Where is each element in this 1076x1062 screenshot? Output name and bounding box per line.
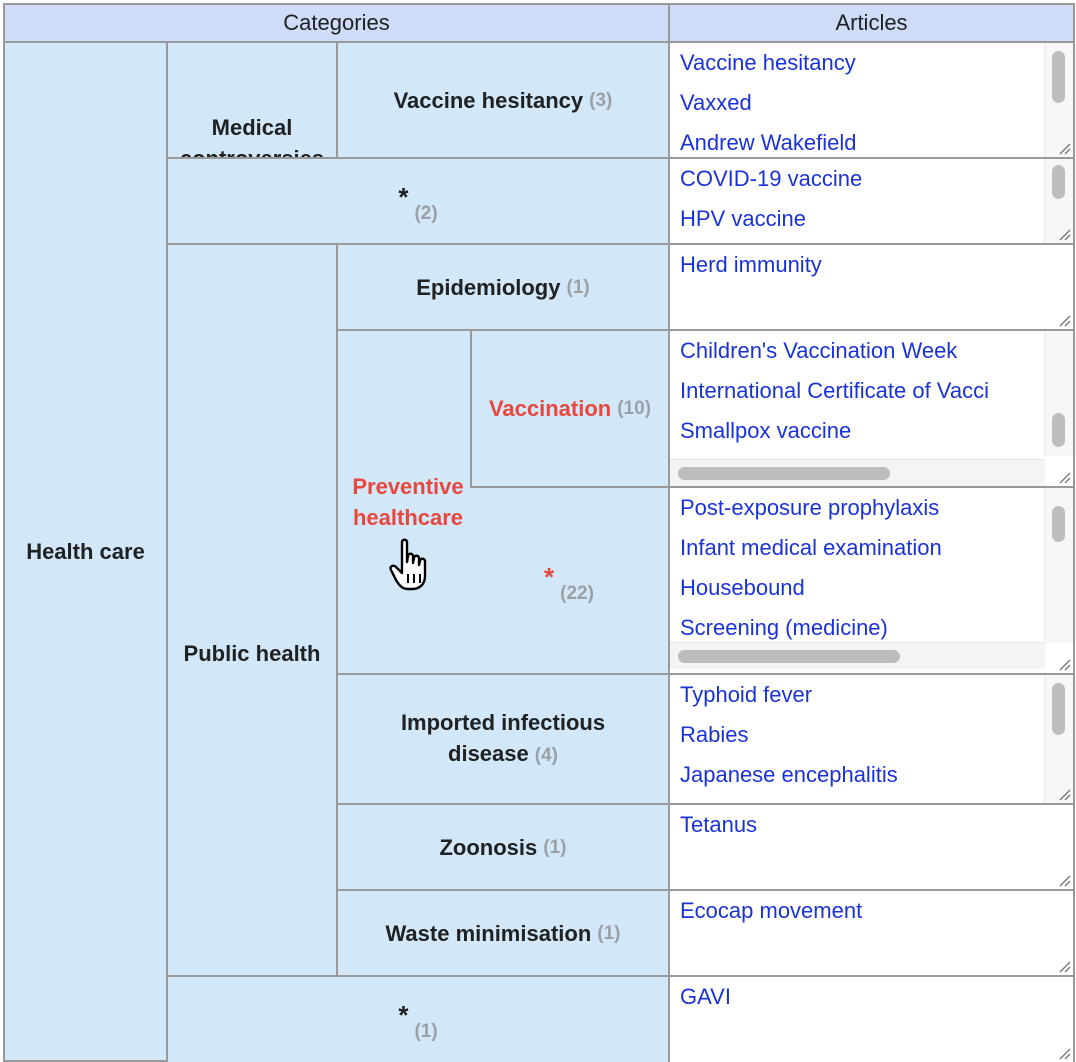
category-zoonosis[interactable]	[336, 803, 670, 891]
category-medical-other[interactable]	[166, 157, 670, 245]
articles-list-medical-other[interactable]	[668, 157, 1075, 245]
article-link[interactable]: Rabies	[680, 722, 749, 747]
category-count: (1)	[597, 922, 621, 944]
category-count: (2)	[414, 202, 438, 224]
article-link[interactable]: Infant medical examination	[680, 535, 942, 560]
vertical-scrollbar[interactable]	[1044, 675, 1073, 803]
article-link[interactable]: Screening (medicine)	[680, 615, 888, 640]
articles-list-waste-minimisation[interactable]	[668, 889, 1075, 977]
article-link[interactable]: Post-exposure prophylaxis	[680, 495, 940, 520]
hand-pointer-cursor-icon	[388, 538, 436, 592]
asterisk-label: *	[398, 1000, 409, 1030]
resize-grip-icon[interactable]	[1057, 141, 1071, 155]
vertical-scrollbar[interactable]	[1044, 331, 1073, 456]
article-link[interactable]: Vaxxed	[680, 90, 752, 115]
resize-grip-icon[interactable]	[1057, 787, 1071, 801]
scrollbar-thumb[interactable]	[1052, 165, 1065, 199]
article-link[interactable]: Ecocap movement	[680, 898, 863, 923]
articles-list-public-other[interactable]	[668, 975, 1075, 1062]
category-preventive-healthcare[interactable]: Preventive healthcare	[336, 329, 670, 675]
scrollbar-thumb[interactable]	[678, 467, 890, 480]
articles-list-zoonosis[interactable]	[668, 803, 1075, 891]
resize-grip-icon[interactable]	[1057, 1046, 1071, 1060]
category-health-care[interactable]: Health care	[3, 41, 168, 1062]
category-count: (10)	[617, 398, 652, 419]
scrollbar-thumb[interactable]	[1052, 683, 1065, 735]
category-count: (1)	[566, 276, 590, 298]
articles-list-vaccine-hesitancy[interactable]	[668, 41, 1075, 159]
articles-list-epidemiology[interactable]	[668, 243, 1075, 331]
articles-header: Articles	[668, 3, 1075, 43]
category-waste-minimisation[interactable]	[336, 889, 670, 977]
category-label: Imported infectious disease	[400, 710, 606, 766]
articles-list-imported-infectious-disease[interactable]	[668, 673, 1075, 805]
article-link[interactable]: Typhoid fever	[680, 682, 813, 707]
resize-grip-icon[interactable]	[1057, 959, 1071, 973]
resize-grip-icon[interactable]	[1057, 313, 1071, 327]
scrollbar-thumb[interactable]	[1052, 51, 1065, 103]
category-label: Waste minimisation	[385, 920, 592, 946]
resize-grip-icon[interactable]	[1057, 873, 1071, 887]
category-vaccine-hesitancy[interactable]	[336, 41, 670, 159]
category-public-health[interactable]: Public health	[166, 243, 338, 1062]
category-label: Zoonosis	[439, 834, 538, 860]
articles-list-vaccination[interactable]	[668, 329, 1075, 488]
article-link[interactable]: Tetanus	[680, 812, 758, 837]
vertical-scrollbar[interactable]	[1044, 43, 1073, 157]
asterisk-label: *	[398, 181, 409, 212]
article-link[interactable]: COVID-19 vaccine	[680, 166, 863, 191]
scrollbar-thumb[interactable]	[1052, 506, 1065, 542]
resize-grip-icon[interactable]	[1057, 227, 1071, 241]
category-preventive-other[interactable]	[470, 486, 670, 675]
category-count: (22)	[560, 583, 594, 604]
category-count: (3)	[589, 89, 613, 111]
category-epidemiology[interactable]	[336, 243, 670, 331]
category-medical-controversies[interactable]: Medical	[166, 41, 338, 245]
article-link[interactable]: Herd immunity	[680, 252, 822, 277]
category-label: Vaccination	[488, 396, 612, 421]
horizontal-scrollbar[interactable]	[670, 642, 1045, 669]
category-label: Vaccine hesitancy	[393, 87, 584, 113]
asterisk-label: *	[544, 562, 555, 592]
category-count: (1)	[414, 1021, 438, 1042]
scrollbar-thumb[interactable]	[678, 650, 900, 663]
article-link[interactable]: Japanese encephalitis	[680, 762, 898, 787]
category-vaccination[interactable]	[470, 329, 670, 488]
article-link[interactable]: GAVI	[680, 984, 731, 1009]
category-count: (1)	[543, 836, 567, 858]
vertical-scrollbar[interactable]	[1044, 488, 1073, 643]
articles-list-preventive-other[interactable]	[668, 486, 1075, 675]
categories-header: Categories	[3, 3, 670, 43]
article-link[interactable]: Vaccine hesitancy	[680, 50, 856, 75]
resize-grip-icon[interactable]	[1057, 470, 1071, 484]
article-link[interactable]: Housebound	[680, 575, 805, 600]
scrollbar-thumb[interactable]	[1052, 413, 1065, 447]
category-count: (4)	[534, 745, 558, 766]
article-link[interactable]: Children's Vaccination Week	[680, 338, 958, 363]
horizontal-scrollbar[interactable]	[670, 459, 1045, 486]
resize-grip-icon[interactable]	[1057, 657, 1071, 671]
article-link[interactable]: Andrew Wakefield	[680, 130, 857, 155]
article-link[interactable]: International Certificate of Vacci	[680, 378, 989, 403]
article-link[interactable]: HPV vaccine	[680, 206, 806, 231]
category-imported-infectious-disease[interactable]	[336, 673, 670, 805]
article-link[interactable]: Smallpox vaccine	[680, 418, 852, 443]
category-label: Epidemiology	[416, 274, 561, 300]
category-public-other[interactable]	[166, 975, 670, 1062]
